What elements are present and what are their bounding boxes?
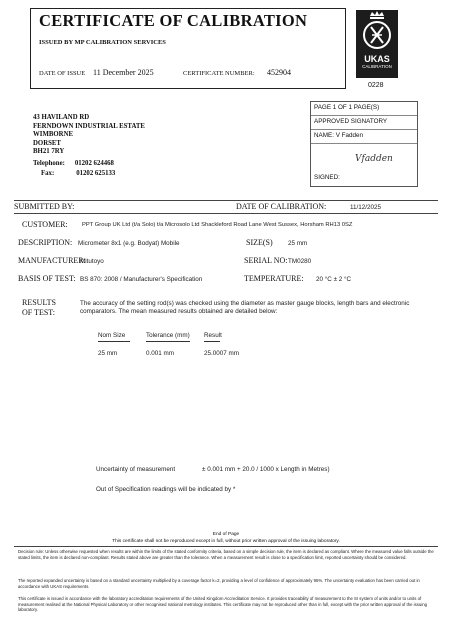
- signed-label: SIGNED:: [314, 174, 340, 181]
- address-line: WIMBORNE: [33, 131, 74, 138]
- basis-value: BS 870: 2008 / Manufacturer's Specification: [80, 276, 203, 283]
- column-header: Result: [204, 332, 222, 339]
- out-of-spec-note: Out of Specification readings will be indicated by *: [96, 486, 236, 493]
- telephone-value: 01202 624468: [74, 159, 114, 167]
- fax-label: Fax:: [41, 170, 55, 177]
- header-box: [30, 8, 346, 89]
- telephone-label: Telephone:: [33, 159, 65, 167]
- customer-value: PPT Group UK Ltd (t/a Solo) t/a Microsolo Ltd Shackleford Road Lane West Sussex, Horsham RH13 0SZ: [82, 222, 353, 228]
- signatory-name: NAME: V Fadden: [311, 130, 417, 144]
- divider: [14, 213, 438, 214]
- results-label: RESULTS: [22, 298, 56, 307]
- serial-label: SERIAL NO:: [244, 256, 288, 265]
- crown-roundel-icon: [360, 10, 394, 52]
- underline: [204, 341, 220, 342]
- certificate-number-value: 452904: [267, 68, 291, 77]
- serial-value: TM0280: [288, 258, 312, 265]
- signatory-box: [310, 101, 418, 187]
- address-line: BH21 7RY: [33, 148, 65, 155]
- certificate-number-label: CERTIFICATE NUMBER:: [183, 70, 255, 77]
- uncertainty-statement: The reported expanded uncertainty is based on a standard uncertainty multiplied by a coverage factor k=2, providing a level of confidence of approximately 95%. The uncertainty evaluation has been carried out in accordance with UKAS requirements.: [18, 578, 420, 589]
- manufacturer-label: MANUFACTURER:: [18, 256, 86, 265]
- issued-by: ISSUED BY MP CALIBRATION SERVICES: [39, 39, 166, 46]
- ukas-lab-number: 0228: [368, 82, 384, 89]
- ukas-subtitle: CALIBRATION: [362, 64, 392, 69]
- submitted-by-label: SUBMITTED BY:: [14, 202, 75, 211]
- underline: [98, 341, 130, 342]
- accreditation-statement: This certificate is issued in accordance with the laboratory accreditation requirements of the United Kingdom Accreditation Service. It provides traceability of measurement to the SI system of units and/or to units of measurement realised at the National Physical Laboratory or other recognised national metrology institutes. This certificate may not be reproduced other than in full, except with the prior written approval of the issuing laboratory.: [18, 596, 428, 612]
- manufacturer-value: Mitutoyo: [80, 258, 104, 265]
- date-of-calibration-label: DATE OF CALIBRATION:: [236, 202, 327, 211]
- date-of-calibration-value: 11/12/2025: [350, 204, 382, 211]
- decision-rule-text: Decision rule: Unless otherwise requested when results are within the limits of the stated conformity criteria, based on a simple decision rule, the item is declared as compliant. Where the measured value falls outside the stated limits, the item is declared non-compliant. Results stated above are greater than the tolerance. When a measurement result is close to a specification limit, reported uncertainty should be considered.: [18, 549, 434, 560]
- address-line: 43 HAVILAND RD: [33, 114, 90, 121]
- underline: [146, 341, 190, 342]
- fax-value: 01202 625133: [76, 170, 116, 177]
- certificate-title: CERTIFICATE OF CALIBRATION: [39, 11, 308, 30]
- divider: [14, 546, 438, 547]
- column-header: Tolerance (mm): [146, 332, 190, 339]
- reproduction-note: This certificate shall not be reproduced except in full, without prior written approval of the issuing laboratory.: [112, 539, 340, 544]
- uncertainty-label: Uncertainty of measurement: [96, 466, 176, 473]
- ukas-logo: [356, 10, 398, 80]
- lab-address: [33, 114, 145, 179]
- results-description: The accuracy of the setting rod(s) was checked using the diameter as master gauge blocks, length bars and electronic comparators. The mean measured results obtained are detailed below:: [80, 300, 410, 315]
- address-line: DORSET: [33, 139, 61, 147]
- temperature-value: 20 °C ± 2 °C: [316, 276, 352, 283]
- size-label: SIZE(S): [246, 238, 273, 247]
- signature: Vfadden: [355, 154, 393, 164]
- result-cell: 25 mm: [98, 350, 118, 357]
- approved-signatory: APPROVED SIGNATORY: [311, 116, 417, 130]
- page-count: PAGE 1 OF 1 PAGE(S): [311, 102, 417, 116]
- uncertainty-value: ± 0.001 mm + 20.0 / 1000 x Length in Metres): [202, 466, 330, 473]
- address-line: FERNDOWN INDUSTRIAL ESTATE: [33, 122, 145, 130]
- divider: [14, 200, 438, 201]
- date-of-issue-value: 11 December 2025: [93, 68, 154, 77]
- date-of-issue-label: DATE OF ISSUE: [39, 70, 86, 77]
- results-label-2: OF TEST:: [22, 308, 56, 317]
- column-header: Nom Size: [98, 332, 126, 339]
- description-label: DESCRIPTION:: [18, 238, 73, 247]
- end-of-page: End of Page: [212, 532, 240, 537]
- ukas-wordmark: UKAS: [364, 54, 390, 64]
- result-cell: 25.0007 mm: [204, 350, 240, 357]
- size-value: 25 mm: [288, 240, 308, 247]
- customer-label: CUSTOMER:: [22, 220, 68, 229]
- temperature-label: TEMPERATURE:: [244, 274, 304, 283]
- basis-label: BASIS OF TEST:: [18, 274, 76, 283]
- result-cell: 0.001 mm: [146, 350, 174, 357]
- description-value: Micrometer 8x1 (e.g. Bodyat) Mobile: [78, 240, 180, 247]
